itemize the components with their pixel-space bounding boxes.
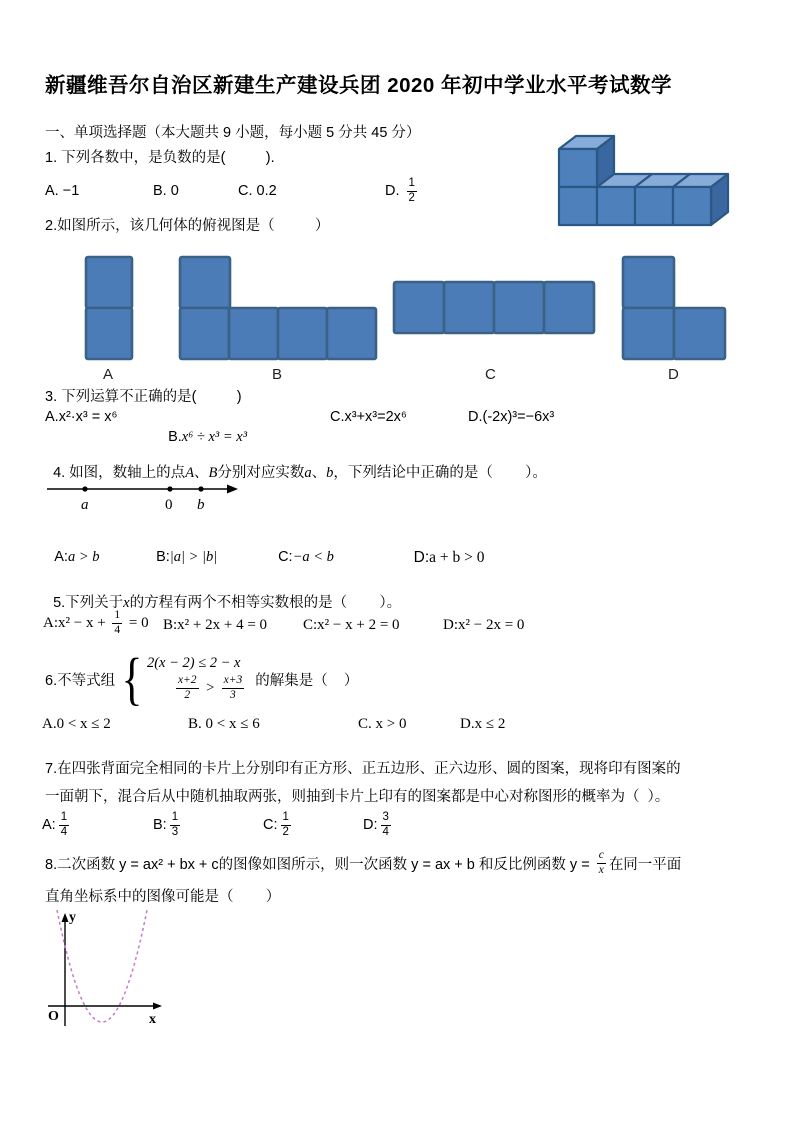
q4-stem-text-4: 、 <box>311 464 327 481</box>
parabola-curve <box>57 910 147 1022</box>
q3-option-c: C.x³+x³=2x⁶ <box>330 409 407 425</box>
figure-label-c: C <box>485 366 496 383</box>
q8-stem-line-1 <box>45 848 681 878</box>
q7-option-a-label: A: <box>42 817 56 833</box>
q5-option-d: D:x² − 2x = 0 <box>443 617 525 633</box>
fraction-numerator: 1 <box>407 177 417 192</box>
figure-label-d: D <box>668 366 679 383</box>
q4-option-c-math: −a < b <box>292 548 334 565</box>
fraction-denominator: 2 <box>408 191 415 204</box>
fraction-denominator: 2 <box>184 689 191 701</box>
q6-greater-than: > <box>201 680 219 696</box>
q6-option-c: C. x > 0 <box>358 716 407 732</box>
fraction-denominator: 3 <box>230 689 236 701</box>
q4-var-point-A: A <box>185 464 195 481</box>
q8-stem-text-1: 8.二次函数 y = ax² + bx + c的图像如图所示，则一次函数 y = ax + b 和反比例函数 y = <box>45 856 594 873</box>
page-title: 新疆维吾尔自治区新建生产建设兵团 2020 年初中学业水平考试数学 <box>45 74 672 97</box>
q1-option-b: B. 0 <box>153 183 179 199</box>
q6-fraction-right <box>222 674 245 703</box>
q8-stem-line-2: 直角坐标系中的图像可能是（ ） <box>45 889 281 905</box>
q7-option-b-fraction <box>170 811 180 840</box>
q4-option-d <box>405 527 485 569</box>
q1-option-a: A. −1 <box>45 183 80 199</box>
q6-stem <box>45 646 359 711</box>
q7-option-d <box>363 808 394 842</box>
q4-option-b <box>148 528 217 567</box>
fraction-denominator: 3 <box>171 825 179 838</box>
q4-option-a-math: a > b <box>67 548 100 565</box>
fraction-numerator: 1 <box>112 609 122 624</box>
q7-option-b-label: B: <box>153 817 167 833</box>
number-line-figure <box>45 477 245 513</box>
q5-option-a-fraction <box>112 609 122 638</box>
fraction-denominator: 2 <box>282 825 289 838</box>
q6-stem-text-2: 的解集是（ ） <box>247 672 359 689</box>
graph-y-axis-label: y <box>69 910 76 925</box>
x-axis-arrowhead <box>153 1003 162 1010</box>
q3-option-b-math: x⁶ ÷ x³ = x³ <box>181 428 248 445</box>
fraction-numerator: 1 <box>170 811 180 826</box>
top-view-option-a-figure <box>84 255 136 363</box>
q7-option-c-label: C: <box>263 817 278 833</box>
fraction-numerator: c <box>597 849 606 864</box>
q1-option-c: C. 0.2 <box>238 183 277 199</box>
q7-option-c <box>263 808 294 842</box>
q7-option-a <box>42 808 72 842</box>
q4-option-a-label: A: <box>54 548 68 565</box>
q1-option-d-label: D. <box>385 183 404 199</box>
graph-origin-label: O <box>48 1009 59 1024</box>
fraction-denominator: 4 <box>382 825 389 838</box>
q3-stem: 3. 下列运算不正确的是( ) <box>45 389 242 405</box>
section-header: 一、单项选择题（本大题共 9 小题，每小题 5 分共 45 分） <box>45 125 421 141</box>
q7-stem-line-1: 7.在四张背面完全相同的卡片上分别印有正方形、正五边形、正六边形、圆的图案，现将印有图案的 <box>45 761 681 777</box>
fraction-numerator: x+3 <box>222 674 245 689</box>
fraction-numerator: 3 <box>381 811 391 826</box>
q8-fraction-c-over-x <box>597 849 606 878</box>
fraction-denominator: x <box>598 863 604 876</box>
graph-x-axis-label: x <box>149 1012 156 1027</box>
q5-option-a-pre: A:x² − x + <box>43 614 110 631</box>
fraction-denominator: 4 <box>60 825 68 838</box>
q6-option-a: A.0 < x ≤ 2 <box>42 716 111 732</box>
q7-option-b <box>153 808 183 842</box>
number-line-label-a: a <box>81 497 89 513</box>
q4-stem-text-3: 分别对应实数 <box>217 464 305 481</box>
q1-option-d <box>385 175 420 207</box>
q7-option-d-label: D: <box>363 817 378 833</box>
q6-inequality-1: 2(x − 2) ≤ 2 − x <box>146 655 241 672</box>
q6-option-b: B. 0 < x ≤ 6 <box>188 716 260 732</box>
q3-option-a: A.x²·x³ = x⁶ <box>45 409 118 425</box>
parabola-graph-figure <box>40 908 192 1042</box>
q4-option-b-label: B: <box>156 548 170 565</box>
q4-stem-text-5: ，下列结论中正确的是（ ）。 <box>333 464 547 481</box>
number-line-arrowhead <box>227 485 238 494</box>
q6-stem-text-1: 6.不等式组 <box>45 672 116 689</box>
q6-option-d: D.x ≤ 2 <box>460 716 506 732</box>
q7-option-c-fraction <box>281 811 291 840</box>
q7-stem-line-2: 一面朝下，混合后从中随机抽取两张，则抽到卡片上印有的图案都是中心对称图形的概率为（ ）。 <box>45 789 670 805</box>
q6-fraction-left <box>176 674 199 703</box>
q4-var-b: b <box>326 464 334 481</box>
q1-stem: 1. 下列各数中，是负数的是( ). <box>45 150 275 166</box>
q4-option-b-math: |a| > |b| <box>169 548 218 565</box>
q7-option-d-fraction <box>381 811 391 840</box>
fraction-denominator: 4 <box>114 623 121 636</box>
top-view-option-d-figure <box>621 255 729 363</box>
q3-option-d: D.(-2x)³=−6x³ <box>468 409 555 425</box>
figure-label-b: B <box>272 366 283 383</box>
q7-option-a-fraction <box>59 811 69 840</box>
q5-option-c: C:x² − x + 2 = 0 <box>303 617 400 633</box>
q8-stem-text-2: 在同一平面 <box>608 856 682 873</box>
q4-option-c <box>270 528 334 567</box>
q4-var-point-B: B <box>208 464 218 481</box>
y-axis-arrowhead <box>62 913 69 922</box>
number-line-label-zero: 0 <box>165 497 173 513</box>
system-brace: { <box>121 646 143 711</box>
q4-option-d-label: D: <box>413 548 430 566</box>
top-view-option-c-figure <box>392 280 598 336</box>
q4-option-d-math: a + b > 0 <box>429 548 485 566</box>
q6-inequality-system <box>147 655 247 703</box>
fraction-numerator: x+2 <box>176 674 199 689</box>
q5-stem-text-2: 的方程有两个不相等实数根的是（ ）。 <box>129 594 402 611</box>
q4-option-a <box>47 528 100 567</box>
fraction-numerator: 1 <box>281 811 291 826</box>
q3-option-b-label: B. <box>168 428 182 445</box>
q4-option-c-label: C: <box>278 548 293 565</box>
q5-var-x: x <box>123 594 130 611</box>
figure-label-a: A <box>103 366 114 383</box>
q4-var-a: a <box>304 464 312 481</box>
q3-option-b <box>160 408 247 447</box>
number-line-label-b: b <box>197 497 205 513</box>
fraction-numerator: 1 <box>59 811 69 826</box>
q4-stem-text-1: 4. 如图，数轴上的点 <box>53 464 186 481</box>
top-view-option-b-figure <box>178 255 380 363</box>
q6-inequality-2 <box>173 674 247 703</box>
q4-stem-text-2: 、 <box>194 464 209 481</box>
q1-option-d-fraction <box>407 177 417 206</box>
q2-stem: 2.如图所示，该几何体的俯视图是（ ） <box>45 218 330 234</box>
q5-option-a <box>43 606 149 640</box>
q5-option-b: B:x² + 2x + 4 = 0 <box>163 617 268 633</box>
cube-stack-3d-figure <box>556 134 738 230</box>
q5-stem-text-1: 5.下列关于 <box>53 594 124 611</box>
q5-option-a-post: = 0 <box>125 614 149 631</box>
